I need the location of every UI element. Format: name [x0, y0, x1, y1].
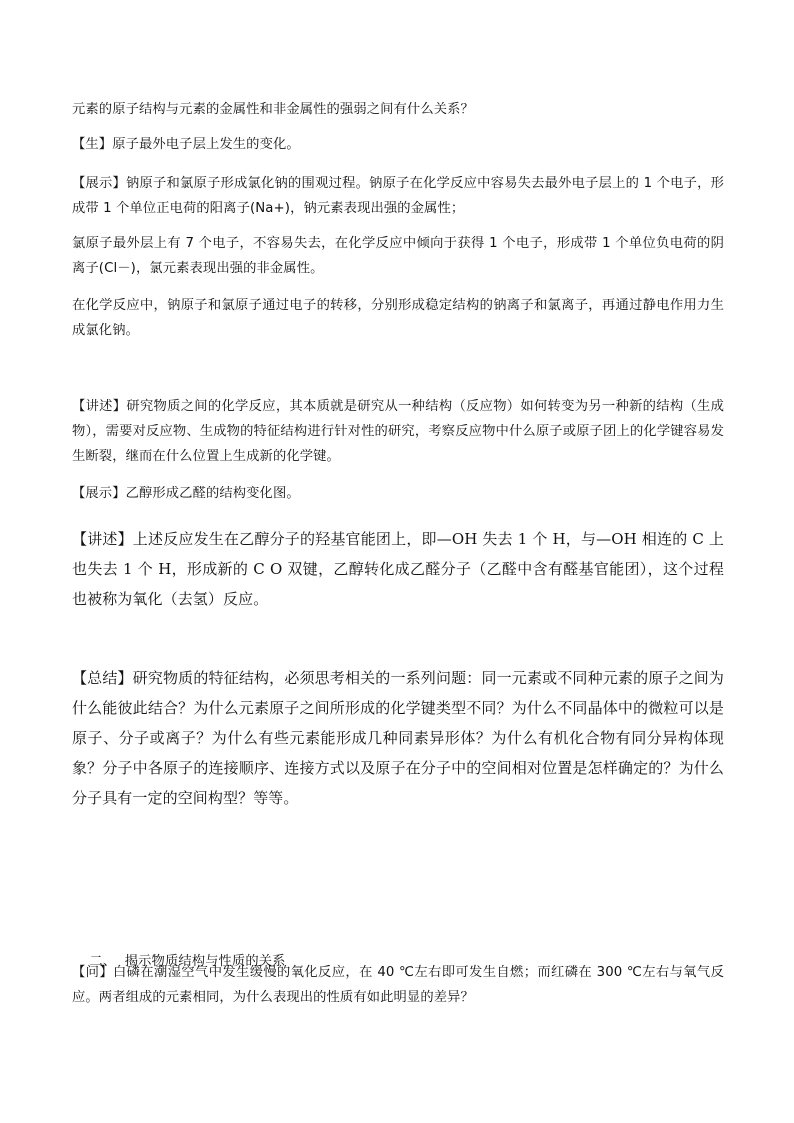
paragraph-label: 【展示】	[72, 176, 127, 191]
paragraph-display-ethanol	[72, 481, 724, 506]
paragraph-text: 研究物质的特征结构，必须思考相关的一系列问题：同一元素或不同种元素的原子之间为什么能彼此结合？为什么元素原子之间所形成的化学键类型不同？为什么不同晶体中的微粒可以是原子、分子或离子？为什么有些元素能形成几种同素异形体？为什么有机化合物有同分异构体现象？分子中各原子的连接顺序、连接方式以及原子在分子中的空间相对位置是怎样确定的？为什么分子具有一定的空间构型？等等。	[72, 669, 725, 807]
paragraph-electron-transfer	[72, 293, 724, 343]
paragraph-question-phosphorus	[72, 960, 724, 1010]
paragraph-lecture-reaction	[72, 394, 724, 469]
paragraph-label: 【问】	[72, 965, 114, 980]
paragraph-text: 元素的原子结构与元素的金属性和非金属性的强弱之间有什么关系？	[72, 102, 474, 117]
paragraph-student-answer	[72, 132, 724, 157]
section-heading-text: 二、 揭示物质结构与性质的关系	[89, 954, 286, 969]
paragraph-label: 【生】	[72, 137, 113, 152]
paragraph-label: 【讲述】	[72, 530, 133, 548]
paragraph-text: 在化学反应中，钠原子和氯原子通过电子的转移，分别形成稳定结构的钠离子和氯离子，再通过静电作用力生成氯化钠。	[72, 298, 724, 338]
paragraph-label: 【总结】	[72, 669, 133, 687]
paragraph-summary	[72, 663, 724, 813]
paragraph-text: 氯原子最外层上有 7 个电子，不容易失去，在化学反应中倾向于获得 1 个电子，形成带 1 个单位负电荷的阴离子(Cl－)，氯元素表现出强的非金属性。	[72, 236, 724, 276]
paragraph-text: 白磷在潮湿空气中发生缓慢的氧化反应，在 40 ℃左右即可发生自燃；而红磷在 300 ℃左右与氧气反应。两者组成的元素相同，为什么表现出的性质有如此明显的差异？	[72, 965, 724, 1005]
paragraph-display-nacl	[72, 171, 724, 221]
paragraph-lecture-oxidation	[72, 524, 724, 614]
paragraph-text: 上述反应发生在乙醇分子的羟基官能团上，即—OH 失去 1 个 H，与—OH 相连的 C 上也失去 1 个 H，形成新的 C O 双键，乙醇转化成乙醛分子（乙醛中含有醛基官能团），这个过程也被称为氧化（去氢）反应。	[72, 530, 724, 608]
paragraph-label: 【展示】	[72, 486, 126, 501]
paragraph-label: 【讲述】	[72, 399, 127, 414]
paragraph-text: 原子最外电子层上发生的变化。	[112, 137, 300, 152]
paragraph-text: 钠原子和氯原子形成氯化钠的围观过程。钠原子在化学反应中容易失去最外电子层上的 1 个电子，形成带 1 个单位正电荷的阳离子(Na+)，钠元素表现出强的金属性；	[72, 176, 724, 216]
paragraph-chlorine	[72, 231, 724, 281]
paragraph-text: 乙醇形成乙醛的结构变化图。	[125, 486, 300, 501]
paragraph-text: 研究物质之间的化学反应，其本质就是研究从一种结构（反应物）如何转变为另一种新的结构（生成物），需要对反应物、生成物的特征结构进行针对性的研究，考察反应物中什么原子或原子团上的化学键容易发生断裂，继而在什么位置上生成新的化学键。	[72, 399, 724, 464]
paragraph-question-intro	[72, 97, 724, 122]
